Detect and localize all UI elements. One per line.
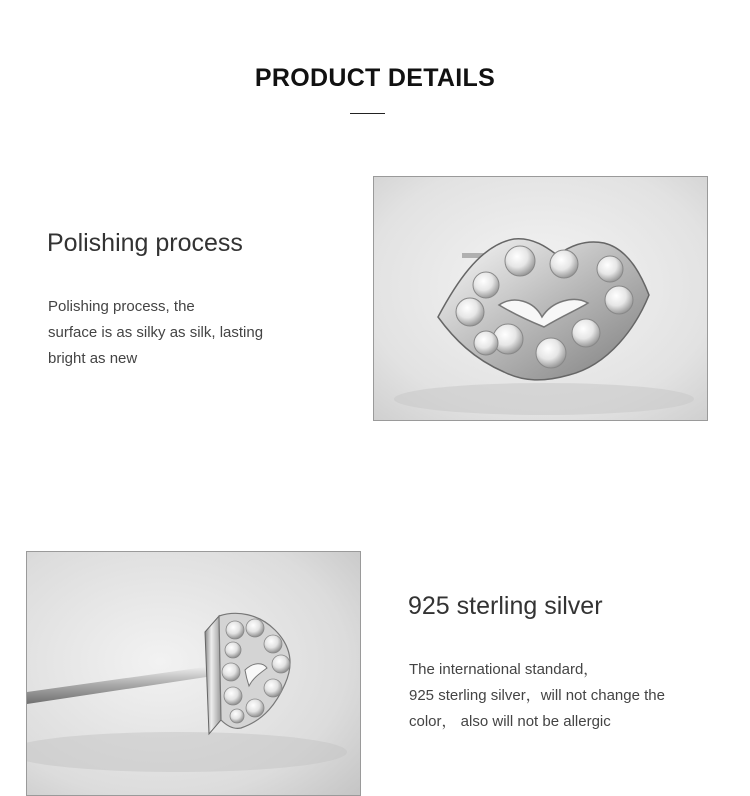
product-photo-front xyxy=(373,176,708,421)
section-heading-silver: 925 sterling silver xyxy=(408,592,603,620)
product-photo-side xyxy=(26,551,361,796)
title-divider xyxy=(350,113,385,114)
body-line: bright as new xyxy=(48,350,138,367)
body-line: surface is as silky as silk, lasting xyxy=(48,324,264,341)
body-line: Polishing process, the xyxy=(48,298,195,315)
section-body-polishing xyxy=(48,294,263,372)
body-line: color， also will not be allergic xyxy=(409,713,611,730)
body-line: The international standard， xyxy=(409,661,599,678)
section-body-silver xyxy=(409,657,665,735)
section-heading-polishing: Polishing process xyxy=(47,229,243,257)
page-title: PRODUCT DETAILS xyxy=(254,64,496,92)
body-line: 925 sterling silver，will not change the xyxy=(409,687,665,704)
